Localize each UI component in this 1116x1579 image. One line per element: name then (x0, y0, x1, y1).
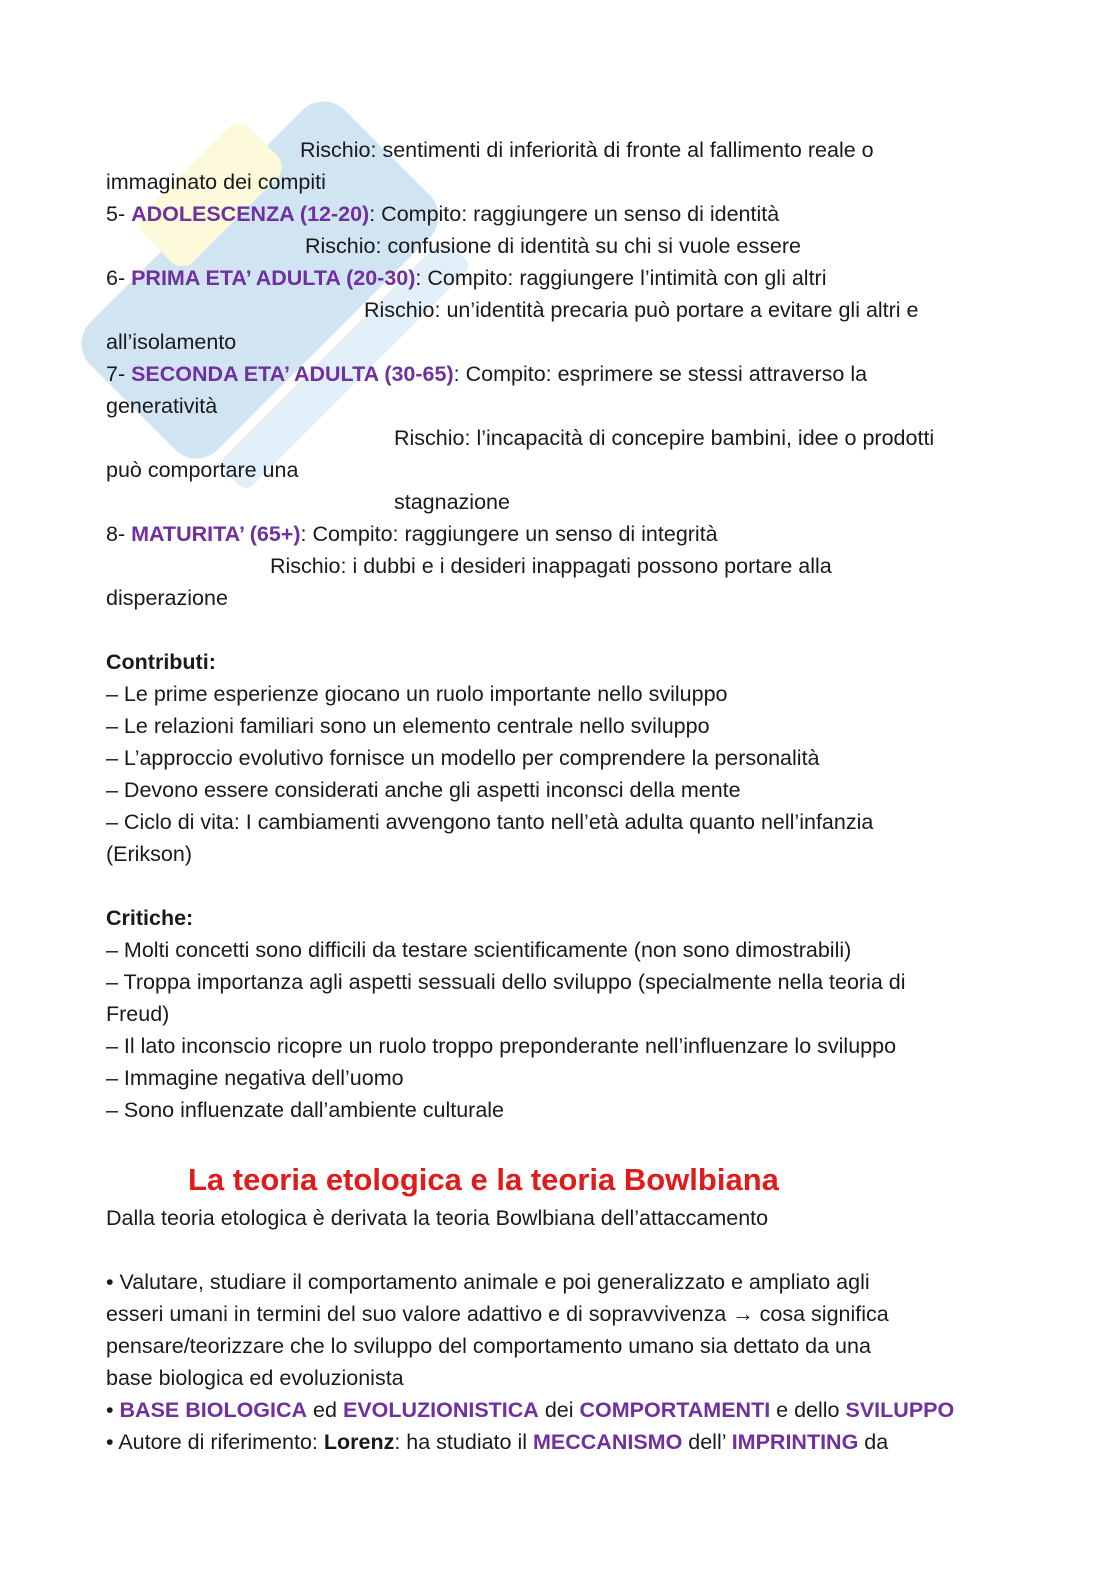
stage-7-risk-end: stagnazione (394, 490, 510, 514)
stage-7-risk-continuation: può comportare una (106, 458, 299, 482)
stage-number: 7- (106, 362, 132, 386)
section-heading: La teoria etologica e la teoria Bowlbiana (188, 1162, 779, 1197)
critiche-item: – Molti concetti sono difficili da testare scientificamente (non sono dimostrabili) (106, 938, 852, 962)
connector-text: da (858, 1430, 889, 1454)
connector-text: ed (307, 1398, 343, 1422)
stage-5-task: : Compito: raggiungere un senso di identità (369, 202, 780, 226)
contributi-item: – Ciclo di vita: I cambiamenti avvengono tanto nell’età adulta quanto nell’infanzia (106, 810, 874, 834)
bullet-1-line: pensare/teorizzare che lo sviluppo del comportamento umano sia dettato da una (106, 1334, 871, 1358)
critiche-item: – Immagine negativa dell’uomo (106, 1066, 404, 1090)
connector-text: • Autore di riferimento: (106, 1430, 324, 1454)
bullet-marker: • (106, 1398, 120, 1422)
stage-number: 6- (106, 266, 132, 290)
contributi-title: Contributi: (106, 650, 216, 674)
stage-6-task: : Compito: raggiungere l’intimità con gli altri (415, 266, 827, 290)
stage-7-risk: Rischio: l’incapacità di concepire bambini, idee o prodotti (394, 426, 935, 450)
contributi-item: – L’approccio evolutivo fornisce un modello per comprendere la personalità (106, 746, 820, 770)
stage-5-risk: Rischio: confusione di identità su chi si vuole essere (305, 234, 801, 258)
contributi-item: – Le prime esperienze giocano un ruolo importante nello sviluppo (106, 682, 728, 706)
keyword: COMPORTAMENTI (579, 1398, 771, 1422)
stage-8-risk: Rischio: i dubbi e i desideri inappagati possono portare alla (270, 554, 832, 578)
connector-text: dell’ (682, 1430, 732, 1454)
stage-4-risk-continuation: immaginato dei compiti (106, 170, 326, 194)
stage-7-name: SECONDA ETA’ ADULTA (30-65) (131, 362, 454, 386)
stage-8-line (106, 518, 1016, 550)
critiche-item: – Sono influenzate dall’ambiente culturale (106, 1098, 505, 1122)
section-intro: Dalla teoria etologica è derivata la teoria Bowlbiana dell’attaccamento (106, 1206, 769, 1230)
stage-6-risk-continuation: all’isolamento (106, 330, 237, 354)
stage-7-task: : Compito: esprimere se stessi attraverso la (453, 362, 868, 386)
keyword: IMPRINTING (731, 1430, 859, 1454)
author-name: Lorenz (323, 1430, 395, 1454)
stage-7-task-continuation: generatività (106, 394, 218, 418)
critiche-item: – Troppa importanza agli aspetti sessuali dello sviluppo (specialmente nella teoria di (106, 970, 906, 994)
bullet-1-line: esseri umani in termini del suo valore adattivo e di sopravvivenza → cosa significa (106, 1302, 889, 1326)
bullet-3-line (106, 1426, 1016, 1458)
bullet-2-line (106, 1394, 1016, 1426)
stage-7-line (106, 358, 1016, 390)
stage-5-name: ADOLESCENZA (12-20) (131, 202, 370, 226)
keyword: EVOLUZIONISTICA (342, 1398, 539, 1422)
connector-text: : ha studiato il (394, 1430, 533, 1454)
contributi-item: – Devono essere considerati anche gli aspetti inconsci della mente (106, 778, 741, 802)
stage-6-line (106, 262, 1016, 294)
bullet-1-line: base biologica ed evoluzionista (106, 1366, 404, 1390)
stage-4-risk-line: Rischio: sentimenti di inferiorità di fronte al fallimento reale o (300, 138, 874, 162)
stage-6-name: PRIMA ETA’ ADULTA (20-30) (131, 266, 416, 290)
stage-5-line (106, 198, 1016, 230)
stage-number: 5- (106, 202, 132, 226)
keyword: BASE BIOLOGICA (119, 1398, 308, 1422)
contributi-item: (Erikson) (106, 842, 193, 866)
stage-6-risk: Rischio: un’identità precaria può portare a evitare gli altri e (364, 298, 919, 322)
connector-text: dei (538, 1398, 580, 1422)
connector-text: e dello (770, 1398, 846, 1422)
stage-8-task: : Compito: raggiungere un senso di integrità (300, 522, 718, 546)
critiche-item: – Il lato inconscio ricopre un ruolo troppo preponderante nell’influenzare lo sviluppo (106, 1034, 897, 1058)
critiche-item: Freud) (106, 1002, 170, 1026)
stage-number: 8- (106, 522, 132, 546)
keyword: MECCANISMO (532, 1430, 683, 1454)
keyword: SVILUPPO (845, 1398, 955, 1422)
stage-8-name: MATURITA’ (65+) (131, 522, 301, 546)
bullet-1-line: • Valutare, studiare il comportamento animale e poi generalizzato e ampliato agli (106, 1270, 870, 1294)
critiche-title: Critiche: (106, 906, 194, 930)
contributi-item: – Le relazioni familiari sono un elemento centrale nello sviluppo (106, 714, 710, 738)
stage-8-risk-continuation: disperazione (106, 586, 228, 610)
document-body (106, 134, 1016, 1458)
